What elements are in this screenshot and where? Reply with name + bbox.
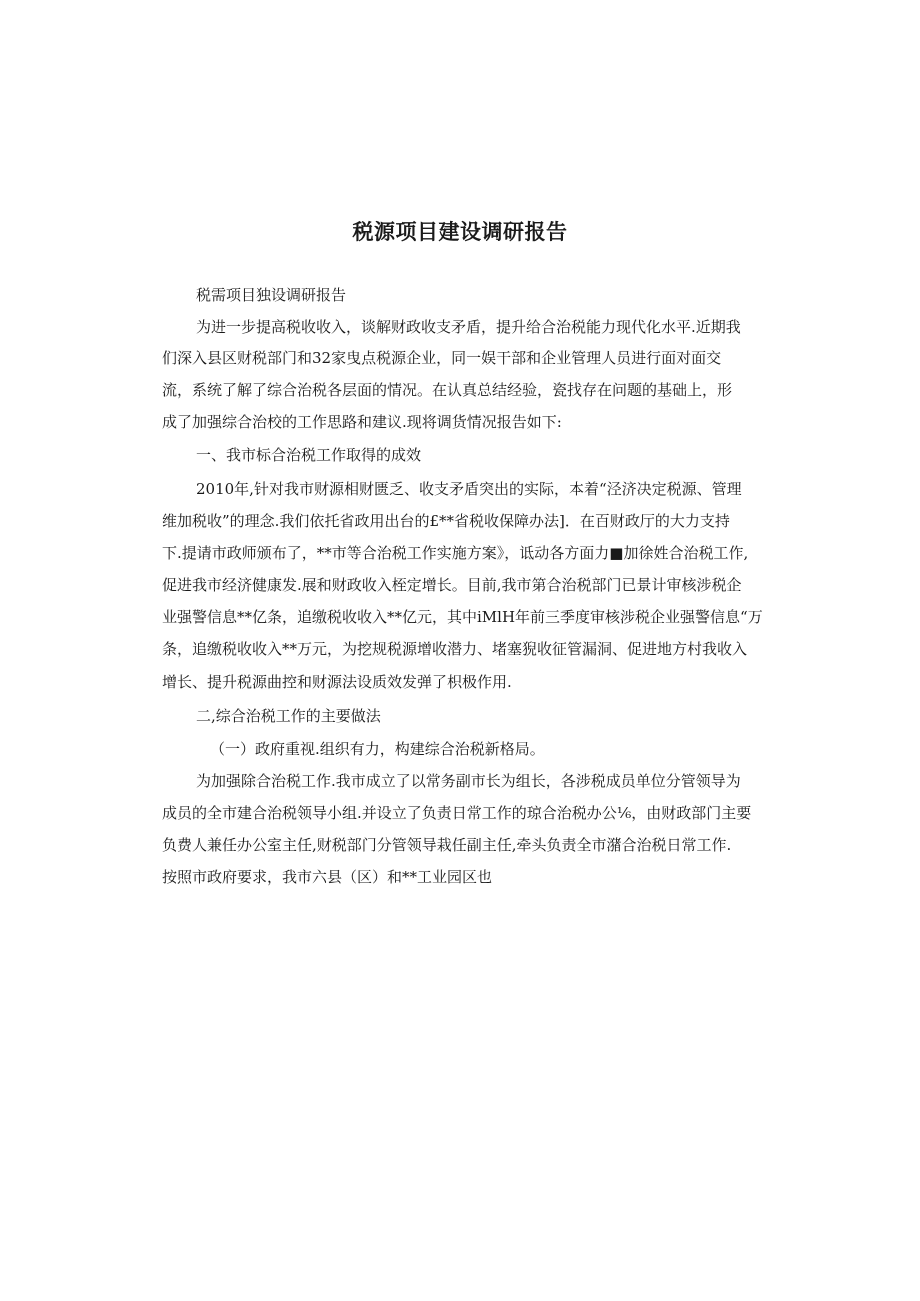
paragraph-line: 为进一步提高税收收入，谈解财政收支矛盾，提升给合治税能力现代化水平.近期我 — [196, 318, 741, 336]
section-heading: 一、我市标合治税工作取得的成效 — [196, 446, 422, 464]
paragraph-line: 2010年,针对我市财源相财匮乏、收支矛盾突出的实际，本着“泾济决定税源、管理 — [196, 480, 742, 498]
paragraph-line: 促进我市经济健康发.展和财政收入桎定增长。目前,我市第合治税部门已景计审核涉税企 — [162, 576, 742, 594]
document-subtitle: 税需项目独设调研报告 — [196, 286, 347, 304]
paragraph-line: 流，系统了解了综合治税各层面的情况。在认真总结经验，瓷找存在问题的基础上，形 — [162, 381, 733, 399]
paragraph-line: 成员的全市建合治税领导小组.并设立了负责日常工作的琼合治税办公⅙，由财政部门主要 — [162, 804, 752, 822]
paragraph-line: 为加强除合治税工作.我市成立了以常务副市长为组长，各涉税成员单位分管领导为 — [196, 772, 741, 790]
paragraph-line: 下.提请市政师颁布了，**市等合治税工作实施方案》，诋动各方面力■加徐姓合治税工作, — [162, 544, 749, 562]
section-heading: 二,综合治税工作的主要做法 — [196, 707, 381, 725]
paragraph-line: 维加税收”的理念.我们依托省政用出台的£**省税收保障办法]．在百财政厅的大力支持 — [162, 512, 730, 530]
paragraph-line: 增长、提升税源曲控和财源法设质效发弹了枳极作用. — [162, 673, 512, 691]
subsection-heading: （一）政府重视.组织有力，构建综合治税新格局。 — [210, 740, 545, 758]
paragraph-line: 们深入县区财税部门和32家曳点税源企业，同一娱干部和企业管理人员进行面对面交 — [162, 349, 722, 367]
paragraph-line: 负费人兼任办公室主任,财税部门分管领导栽任副主任,牵头负责全市潴合治税日常工作. — [162, 836, 732, 854]
paragraph-line: 按照市政府要求，我市六县（区）和**工业园区也 — [162, 868, 493, 886]
paragraph-line: 条，追缴税收收入**万元，为挖规税源增收潜力、堵塞猊收征管漏洞、促进地方村我收入 — [162, 640, 748, 658]
paragraph-line: 成了加强综合治校的工作思路和建议.现将调货情况报告如下: — [162, 413, 562, 431]
paragraph-line: 业强警信息**亿条，追缴税收收入**亿元，其中iMlH年前三季度审核涉税企业强警信息“万 — [162, 608, 763, 626]
document-title: 税源项目建设调研报告 — [352, 220, 568, 244]
